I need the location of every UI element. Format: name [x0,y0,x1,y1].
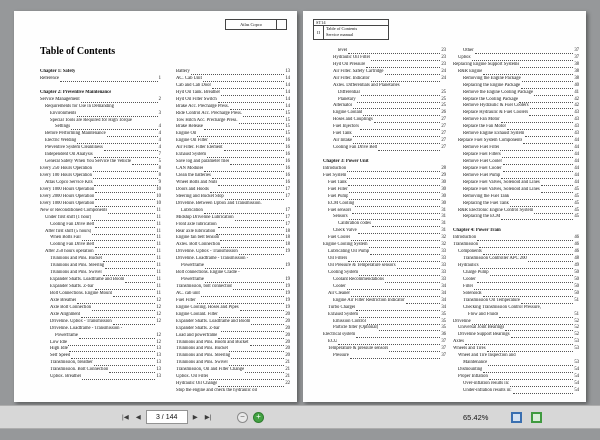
toc-entry: Wheel Bolts and Nuts 16 [176,179,290,185]
toc-entry: Transmission Controller APC 200 48 [463,256,579,262]
toc-entry: Wheels and Tires 53 [453,346,579,352]
toc-entry: Every 100 Hours Operation 8 [40,173,161,178]
toc-entry: Trunnions and Pins. Bucket 20 [176,346,290,352]
toc-entry: Wheel and Tire Inspection and [458,353,516,359]
toc-entry: Replace Fuel Valves, Solenoid and Lines 44 [463,179,579,185]
toc-entry: Engine Air Filter Restriction Indicator 34 [333,297,446,303]
zoom-controls [237,406,264,428]
toc-entry: Fuel Filter 19 [176,297,290,303]
toc-entry: After first shift (5 hours) 11 [45,228,161,234]
toc-entry: Before Performing Maintenance 4 [45,131,161,137]
toc-entry: Upbox 37 [458,54,579,60]
toc-entry: Axles. Differentials and Planetaries [333,82,400,88]
toc-entry: Flow and Fluids 51 [468,311,579,317]
toc-entry: Engine Oil Filter 16 [176,138,290,144]
toc-entry: Replacing the ECM 45 [463,214,579,220]
toc-entry: Doors and Hoods 17 [176,186,290,192]
toc-entry: Hyd Oil Pressure 23 [333,61,446,67]
toc-entry: Load and powerframe 20 [176,332,290,338]
toc-entry: Low Idle 12 [50,339,161,345]
toc-entry: Upbox. Oil Filter 21 [176,374,290,380]
toc-entry: Air Intake 27 [333,138,446,144]
toc-entry: Coolant Recommendations 33 [333,276,446,282]
toc-column-4 [453,47,579,394]
toc-entry: General Safety When You Service the Vehicle 5 [45,159,161,165]
toc-entry: Fuel Pump 30 [328,193,446,199]
toc-entry: Transmission, Oil and Filter Change 21 [176,367,290,373]
toc-entry: Axles 53 [453,339,579,345]
toc-entry: Powerframe 19 [181,263,290,269]
toc-entry: Remove Fan Motor 43 [463,117,579,123]
toc-entry: Air Cleaner 34 [328,290,446,296]
page-layout-icon[interactable] [511,412,522,423]
toc-entry: Powerframe 12 [55,332,161,338]
toc-entry: Engine Coolant 26 [333,110,446,116]
toc-entry: Filter 50 [463,283,579,289]
toc-entry: Engine fan belt tension 18 [176,235,290,241]
toc-entry: Engine Coolant. Filter 20 [176,311,290,317]
last-page-button[interactable]: ▶| [204,414,212,421]
toc-entry: Clean the batteries 16 [176,173,290,178]
toc-entry: Universal Joint Bearings 52 [458,325,579,331]
page-header-right [313,19,389,40]
toc-entry: Emission Control 35 [333,318,446,324]
toc-entry: Expander Shafts. Loadframe and Boom 11 [50,277,161,283]
toc-entry: Remove Engine Exhaust System 43 [463,131,579,137]
toc-entry: Self Speed 13 [50,353,161,359]
toc-entry: Cooling Fan Drive Belt 11 [50,242,161,248]
toc-entry: Under-inflation results in: 54 [463,387,579,393]
toc-entry: Remove Fuel Pump 44 [463,172,579,178]
toc-entry: Every 250 Hours Operation 8 [40,166,161,172]
toc-entry: Hydraulics 49 [458,263,579,268]
next-page-button[interactable]: ▶ [192,414,198,421]
toc-entry: Powerframe 19 [181,277,290,283]
toc-entry: Fuel sensors 31 [328,207,446,213]
toc-entry: Engine Cooling. Hoses and Pipes 19 [176,304,290,310]
toc-entry: ECM Cooling 30 [328,200,446,206]
toc-entry: Hydraulic Oil Filter 23 [333,54,446,60]
toc-entry: Exhaust System 35 [328,311,446,317]
toc-entry: Other 37 [463,47,579,53]
toc-entry: Remove Fuel Cooler 44 [463,158,579,164]
toc-entry: Every 1000 Hours Operation 10 [40,200,161,206]
page-header-left [225,19,287,30]
toc-entry: Replacing Engine Support Systems 38 [453,61,579,67]
toc-entry: Every 1000 Hours Operation 10 [40,186,161,192]
toc-entry: Tow Hitch Acc. Precharge Press. 15 [176,117,290,123]
toc-entry: Dismounting 54 [458,367,579,373]
toc-entry: Hyd Oil Filter Switch 14 [176,96,290,102]
toc-entry: Special Tools are Required for High Torque [50,117,132,123]
toc-entry: Driveline. Loadframe - Transmission - [50,325,123,331]
fit-page-icon[interactable] [531,412,542,423]
toc-entry: Engine Oil 15 [176,131,290,137]
toc-entry: Every 2000 Hours Operation 10 [40,193,161,199]
toc-entry: Transmission. Bolt Connection 13 [50,367,161,373]
toc-entry: Driveline Support Bearings 52 [458,332,579,338]
toc-entry: Fuel System 29 [323,172,446,178]
toc-entry: CAN Modules 16 [176,166,290,172]
toc-entry: R&R Electronic Engine Control System 45 [458,207,579,213]
toc-entry: Pressure 37 [333,353,446,359]
toc-entry [323,151,446,158]
toc-entry: Lubricating Oil Pump 33 [328,249,446,255]
toc-entry: Stop the engine and check the hydraulic oil [176,388,258,394]
toc-entry: Trunnions and Pins. Swivel 11 [50,270,161,276]
toc-entry: Planetary 25 [338,96,446,102]
toc-entry: Transmission 46 [453,242,579,248]
toc-entry: Driveline. Loadframe - Transmission - [176,256,249,262]
toc-entry: Replace Hydraulic & Fuel Coolers 43 [463,110,579,116]
toc-entry: Axle Alignment 12 [50,311,161,317]
toc-entry: Rear axle lubrication 18 [176,228,290,234]
toc-entry: Replace Fuel Filters 44 [463,152,579,157]
toc-entry [40,82,161,89]
toc-entry: Midship Driveline Lubrication 17 [176,214,290,220]
toc-entry: Ride Control Acc. Precharge Press. 15 [176,110,290,116]
toc-entry: Replace Fuel Cooler 44 [463,165,579,171]
toc-entry: Temperature & pressure sensors 37 [328,346,446,352]
toc-entry: Replacing the Engine Package 40 [463,82,579,88]
toc-entry: Electric Welding 4 [45,138,161,144]
toc-entry: Requirements for Use in Demanding [45,103,114,109]
toc-entry: New or Reconditioned Components 11 [40,207,161,213]
header-page-cell [276,20,286,29]
toc-entry: Trunnions and Pins. Boom and Bucket 20 [176,339,290,345]
toc-entry: Trunnions and Pins. Steering 11 [50,263,161,269]
toc-entry: Driveline. Upbox - Transmission 12 [50,318,161,324]
previous-page-button[interactable]: ◀ [135,414,141,421]
toc-entry: Steering and Bucket Stop 17 [176,193,290,199]
toc-entry: Hydraulic Oil Change 22 [176,381,290,387]
toc-entry: Replace the Fan Motor 43 [463,124,579,130]
toc-entry: Replacing the Fuel Tank 45 [463,200,579,206]
model-label: ST14 [314,20,388,26]
toc-entry: Components 46 [458,249,579,255]
toc-entry: Expander Shafts. Loadframe and Boom 20 [176,318,290,324]
zoom-out-icon[interactable]: − [237,412,248,423]
first-page-button[interactable]: |◀ [122,414,129,421]
toc-column-2 [166,68,290,394]
toc-entry: Bolt Connections. Engine Mount 11 [50,290,161,296]
toc-entry: Trunnions and Pins. Bucket 11 [50,256,161,262]
toc-entry: Air Filter. Safety Cartridge 24 [333,68,446,74]
page-navigation [120,406,213,428]
toc-entry: Remove the Engine Cooling Package 41 [463,89,579,95]
header-line2: Service manual [326,32,354,37]
header-line1: Table of Contents [326,26,358,31]
toc-entry: Alternator 25 [333,103,446,109]
toc-entry: level 23 [338,47,446,53]
toc-entry: Driveline 52 [453,318,579,324]
toc-entry: Trunnions and Pins. Steering 20 [176,353,290,359]
toc-entry: High Idle 13 [50,346,161,352]
toc-entry: Cooler 50 [463,276,579,282]
toc-entry: Fuel Tank 30 [328,179,446,185]
toc-entry: Engine Cooling System 32 [323,242,446,248]
toc-entry: Driveline. Upbox - Transmission 19 [176,249,290,255]
toc-entry: Transmission, bolt connection 19 [176,284,290,289]
toc-entry: Cab and Cab Door 14 [176,82,290,88]
toc-entry: Electrical system 36 [323,332,446,338]
toc-entry: Maintenance 53 [463,360,579,366]
toc-entry: Cooling Fan Drive Belt 11 [50,221,161,227]
toc-entry: Brake Acc. Precharge Press. 14 [176,103,290,109]
toc-entry: Charge Pump 50 [463,269,579,275]
view-mode-controls [511,406,542,428]
toc-entry: R&R Engine 38 [458,68,579,74]
toc-entry: Driveline. Between Upbox and Transmission. [176,200,262,206]
toc-entry: Trunnions and Pins. Swivel 21 [176,360,290,366]
toc-entry: When Bolts Fail 11 [50,235,161,241]
header-lines [324,26,388,39]
toc-entry: Lubrication 17 [181,207,290,213]
toc-entry: Differential 25 [338,89,446,95]
toc-column-1 [40,68,161,380]
toc-entry: Battery 13 [176,68,290,74]
toc-entry: Remove Hydraulic & Fuel Coolers 42 [463,103,579,109]
brand-label: Atlas Copco [240,22,262,27]
toc-entry: Introduction 28 [323,165,446,171]
zoom-level-label: 65.42% [463,412,489,422]
toc-entry: Expander Shafts. Z-bar 11 [50,284,161,289]
toc-entry: Fuel Injectors 27 [333,124,446,130]
toc-entry: Environments 3 [50,110,161,116]
toc-entry: Chapter 2: Preventive Maintenance [40,89,112,95]
toc-entry: After 250 hours operation 11 [45,249,161,255]
toc-entry: Reference 1 [40,75,161,81]
toc-entry: Independent Oil Analysis 7 [45,152,161,158]
toc-entry: Atlas Copco Service Kits 9 [45,179,161,185]
toc-entry: Sensors 31 [333,214,446,220]
viewer-toolbar [0,405,600,429]
toc-entry: Axles. Bolt Connection 18 [176,242,290,248]
toc-entry: ECU 37 [328,339,446,345]
toc-entry: Fuel Tank 27 [333,131,446,137]
toc-entry: Preventive System Cleanliness 4 [45,145,161,151]
toc-entry: Service Management 2 [40,96,161,102]
toc-entry: Cooling System 33 [328,269,446,275]
toc-entry: Remove Fuel Filter 44 [463,145,579,151]
toc-entry: AC. Cab Unit 14 [176,75,290,81]
toc-entry: Cooler 34 [333,283,446,289]
toc-entry: Air Filter. Filter Element 16 [176,145,290,151]
toc-entry: Chapter 3: Power Unit [323,158,369,164]
toc-entry: Oil Filters 33 [328,256,446,262]
toc-entry: Over-inflation results in: 54 [463,380,579,386]
roman-page-number: II [314,26,324,39]
page-title: Table of Contents [40,46,116,57]
toc-entry: Axle Breather 12 [50,297,161,303]
toc-entry: Save log and parameter files 16 [176,159,290,165]
toc-entry: Fuel Filler 30 [328,186,446,192]
page-number-input[interactable] [146,410,188,424]
toc-entry: Introduction 46 [453,235,579,241]
toc-entry: Air Filter. Indicator 24 [333,75,446,81]
toc-entry: Transmission, breather 13 [50,360,161,366]
toc-entry: Upbox. Breather 13 [50,374,161,380]
toc-entry: Solenoids 50 [463,290,579,296]
toc-entry: Removing the Fuel Tank 45 [463,193,579,199]
toc-entry: Expander Shafts. Z-bar 20 [176,325,290,331]
toc-entry: Transmission Oil Temperature 51 [463,297,579,303]
toc-entry: Front axle lubrication 17 [176,221,290,227]
toc-entry: Turbo Charger 34 [328,304,446,310]
toc-entry: Exhaust System 16 [176,152,290,158]
toc-entry: Particle filter (Optional) 35 [333,325,446,331]
document-page-left [14,11,297,402]
toc-entry: Bolt connections. Engine Cradle - [176,270,240,276]
zoom-in-icon[interactable]: + [253,412,264,423]
toc-entry: Axle Bolt Connection 12 [50,304,161,310]
toc-entry: Replace Fuel Valves, Solenoid and Lines 45 [463,186,579,192]
toc-entry: Check Valve 31 [333,228,446,234]
toc-entry: Chapter 1: Safety [40,68,76,74]
document-page-right [303,11,586,402]
toc-column-3 [323,47,446,359]
toc-entry: Under first shift (1 hour) 11 [45,214,161,220]
toc-entry: Proper Inflation 54 [458,374,579,379]
toc-entry: Checking Transmission Control Pressure, [463,304,541,310]
toc-entry: Hyd Oil Tank. Breather 14 [176,89,290,95]
toc-entry: Replace the Cooling Package 42 [463,96,579,102]
toc-entry: Chapter 4: Power Train [453,228,501,234]
toc-entry: Cooling Fan Drive Belt 27 [333,145,446,151]
toc-entry [453,220,579,227]
toc-entry: Hoses and Couplings 27 [333,117,446,123]
toc-entry: Oil Pressure & Temperature sensors 33 [328,263,446,268]
toc-entry: Settings 4 [55,124,161,130]
toc-entry: Calibration codes 31 [338,221,446,227]
toc-entry: AC. cab unit 19 [176,290,290,296]
toc-entry: Removing the Engine Package 38 [463,75,579,81]
toc-entry: Brake Release 15 [176,124,290,130]
toc-entry: Fuel Cooler 32 [328,235,446,241]
toc-entry: Replace Fuel System Components 44 [458,138,579,144]
